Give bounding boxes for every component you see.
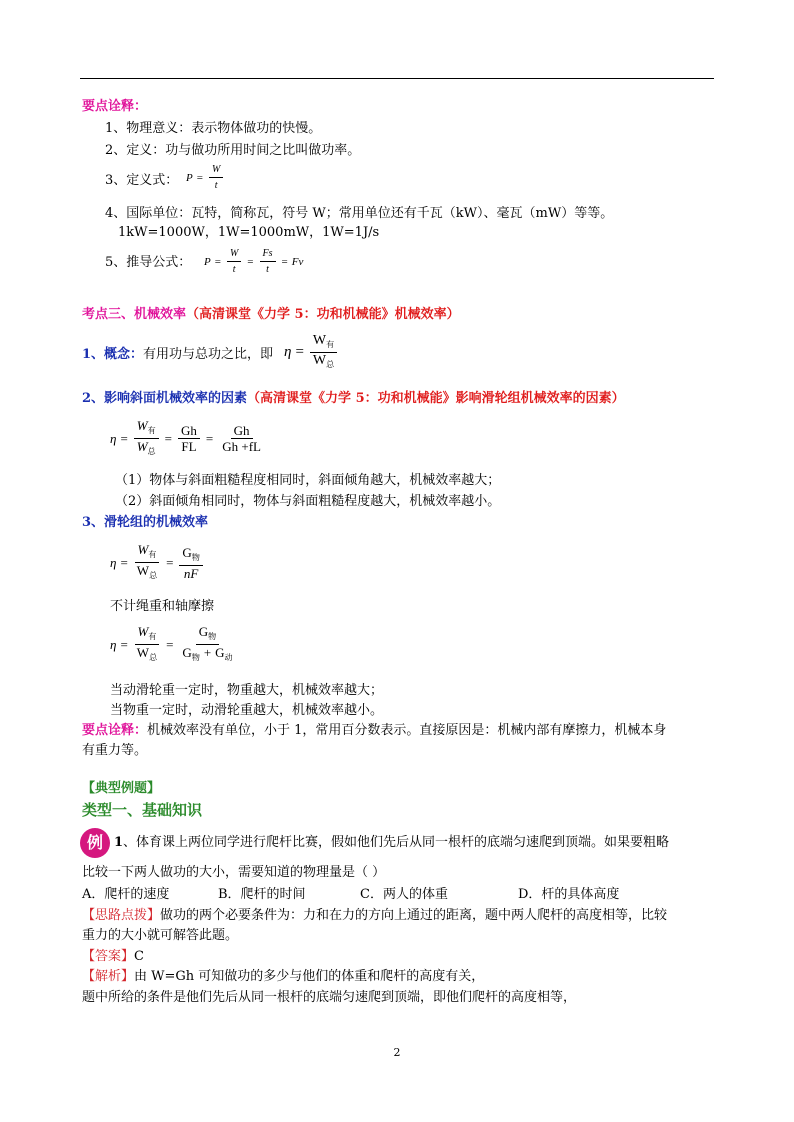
page-number: 2 — [393, 1046, 401, 1059]
efficiency-formula: η = $\frac{W_有}{W_总}$ — [284, 333, 339, 372]
typical-examples-heading: 【典型例题】 — [82, 781, 161, 796]
efficiency-note-2: 有重力等。 — [82, 743, 148, 758]
option-d: D．杆的具体高度 — [518, 887, 620, 902]
header-rule — [80, 78, 714, 79]
incline-factors-heading: 2、影响斜面机械效率的因素（高清课堂《力学 5：功和机械能》影响滑轮组机械效率的因素） — [82, 391, 625, 406]
pulley-conclusion-2: 当物重一定时，动滑轮重越大，机械效率越小。 — [110, 703, 384, 718]
si-unit: 4、国际单位：瓦特，简称瓦，符号 W；常用单位还有千瓦（kW）、毫瓦（mW）等等。 — [105, 206, 614, 221]
incline-efficiency-formula: η = $\frac{W_有}{W_总}$ = $\frac{Gh}{FL}$ = $\frac{Gh}{Gh +fL}$ — [110, 418, 261, 456]
question-line-1: 1、体育课上两位同学进行爬杆比赛，假如他们先后从同一根杆的底端匀速爬到顶端。如果要粗略 — [114, 835, 670, 850]
pulley-conclusion-1: 当动滑轮重一定时，物重越大，机械效率越大； — [110, 683, 384, 698]
unit-conversions: 1kW=1000W，1W=1000mW，1W=1J/s — [118, 225, 380, 240]
answer-line: 【答案】C — [82, 949, 144, 964]
option-a: A．爬杆的速度 — [82, 887, 170, 902]
analysis-line-2: 题中所给的条件是他们先后从同一根杆的底端匀速爬到顶端，即他们爬杆的高度相等， — [82, 990, 577, 1005]
derived-formula: P = $\frac{W}{t}$ = $\frac{Fs}{t}$ = Fv — [204, 248, 304, 275]
section-title: 考点三、机械效率（高清课堂《力学 5：功和机械能》机械效率） — [82, 307, 460, 322]
efficiency-note: 要点诠释：机械效率没有单位，小于 1，常用百分数表示。直接原因是：机械内部有摩擦力，机械本身 — [82, 723, 667, 738]
concept-line: 1、概念：有用功与总功之比，即 — [82, 347, 274, 362]
power-definition: 2、定义：功与做功所用时间之比叫做功率。 — [105, 143, 361, 158]
question-line-2: 比较一下两人做功的大小，需要知道的物理量是（ ） — [82, 865, 386, 880]
pulley-efficiency-formula-2: η = $\frac{W_有}{W_总}$ = $\frac{G_物}{G_物 + G_动}$ — [110, 624, 233, 662]
hint-line-2: 重力的大小就可解答此题。 — [82, 928, 239, 943]
ignore-friction: 不计绳重和轴摩擦 — [110, 599, 215, 614]
power-meaning: 1、物理意义：表示物体做功的快慢。 — [105, 121, 322, 136]
option-c: C．两人的体重 — [360, 887, 448, 902]
example-badge: 例 — [80, 828, 110, 858]
option-b: B．爬杆的时间 — [218, 887, 306, 902]
pulley-efficiency-formula: η = $\frac{W_有}{W_总}$ = $\frac{G_物}{nF}$ — [110, 542, 205, 583]
fraction-w-over-t: $\frac{W}{t}$ — [209, 162, 223, 193]
incline-factor-2: （2）斜面倾角相同时，物体与斜面粗糙程度越大，机械效率越小。 — [115, 494, 501, 509]
key-points-title: 要点诠释： — [82, 99, 148, 114]
power-formula-label: 3、定义式： — [105, 173, 179, 188]
hint-line-1: 【思路点拨】做功的两个必要条件为：力和在力的方向上通过的距离，题中两人爬杆的高度相等，比较 — [82, 908, 668, 923]
derived-formula-label: 5、推导公式： — [105, 255, 192, 270]
power-formula: P = $\frac{W}{t}$ — [186, 162, 225, 193]
type-one-heading: 类型一、基础知识 — [82, 801, 203, 819]
pulley-heading: 3、滑轮组的机械效率 — [82, 515, 209, 530]
analysis-line-1: 【解析】由 W=Gh 可知做功的多少与他们的体重和爬杆的高度有关， — [82, 969, 485, 984]
incline-factor-1: （1）物体与斜面粗糙程度相同时，斜面倾角越大，机械效率越大； — [115, 473, 501, 488]
